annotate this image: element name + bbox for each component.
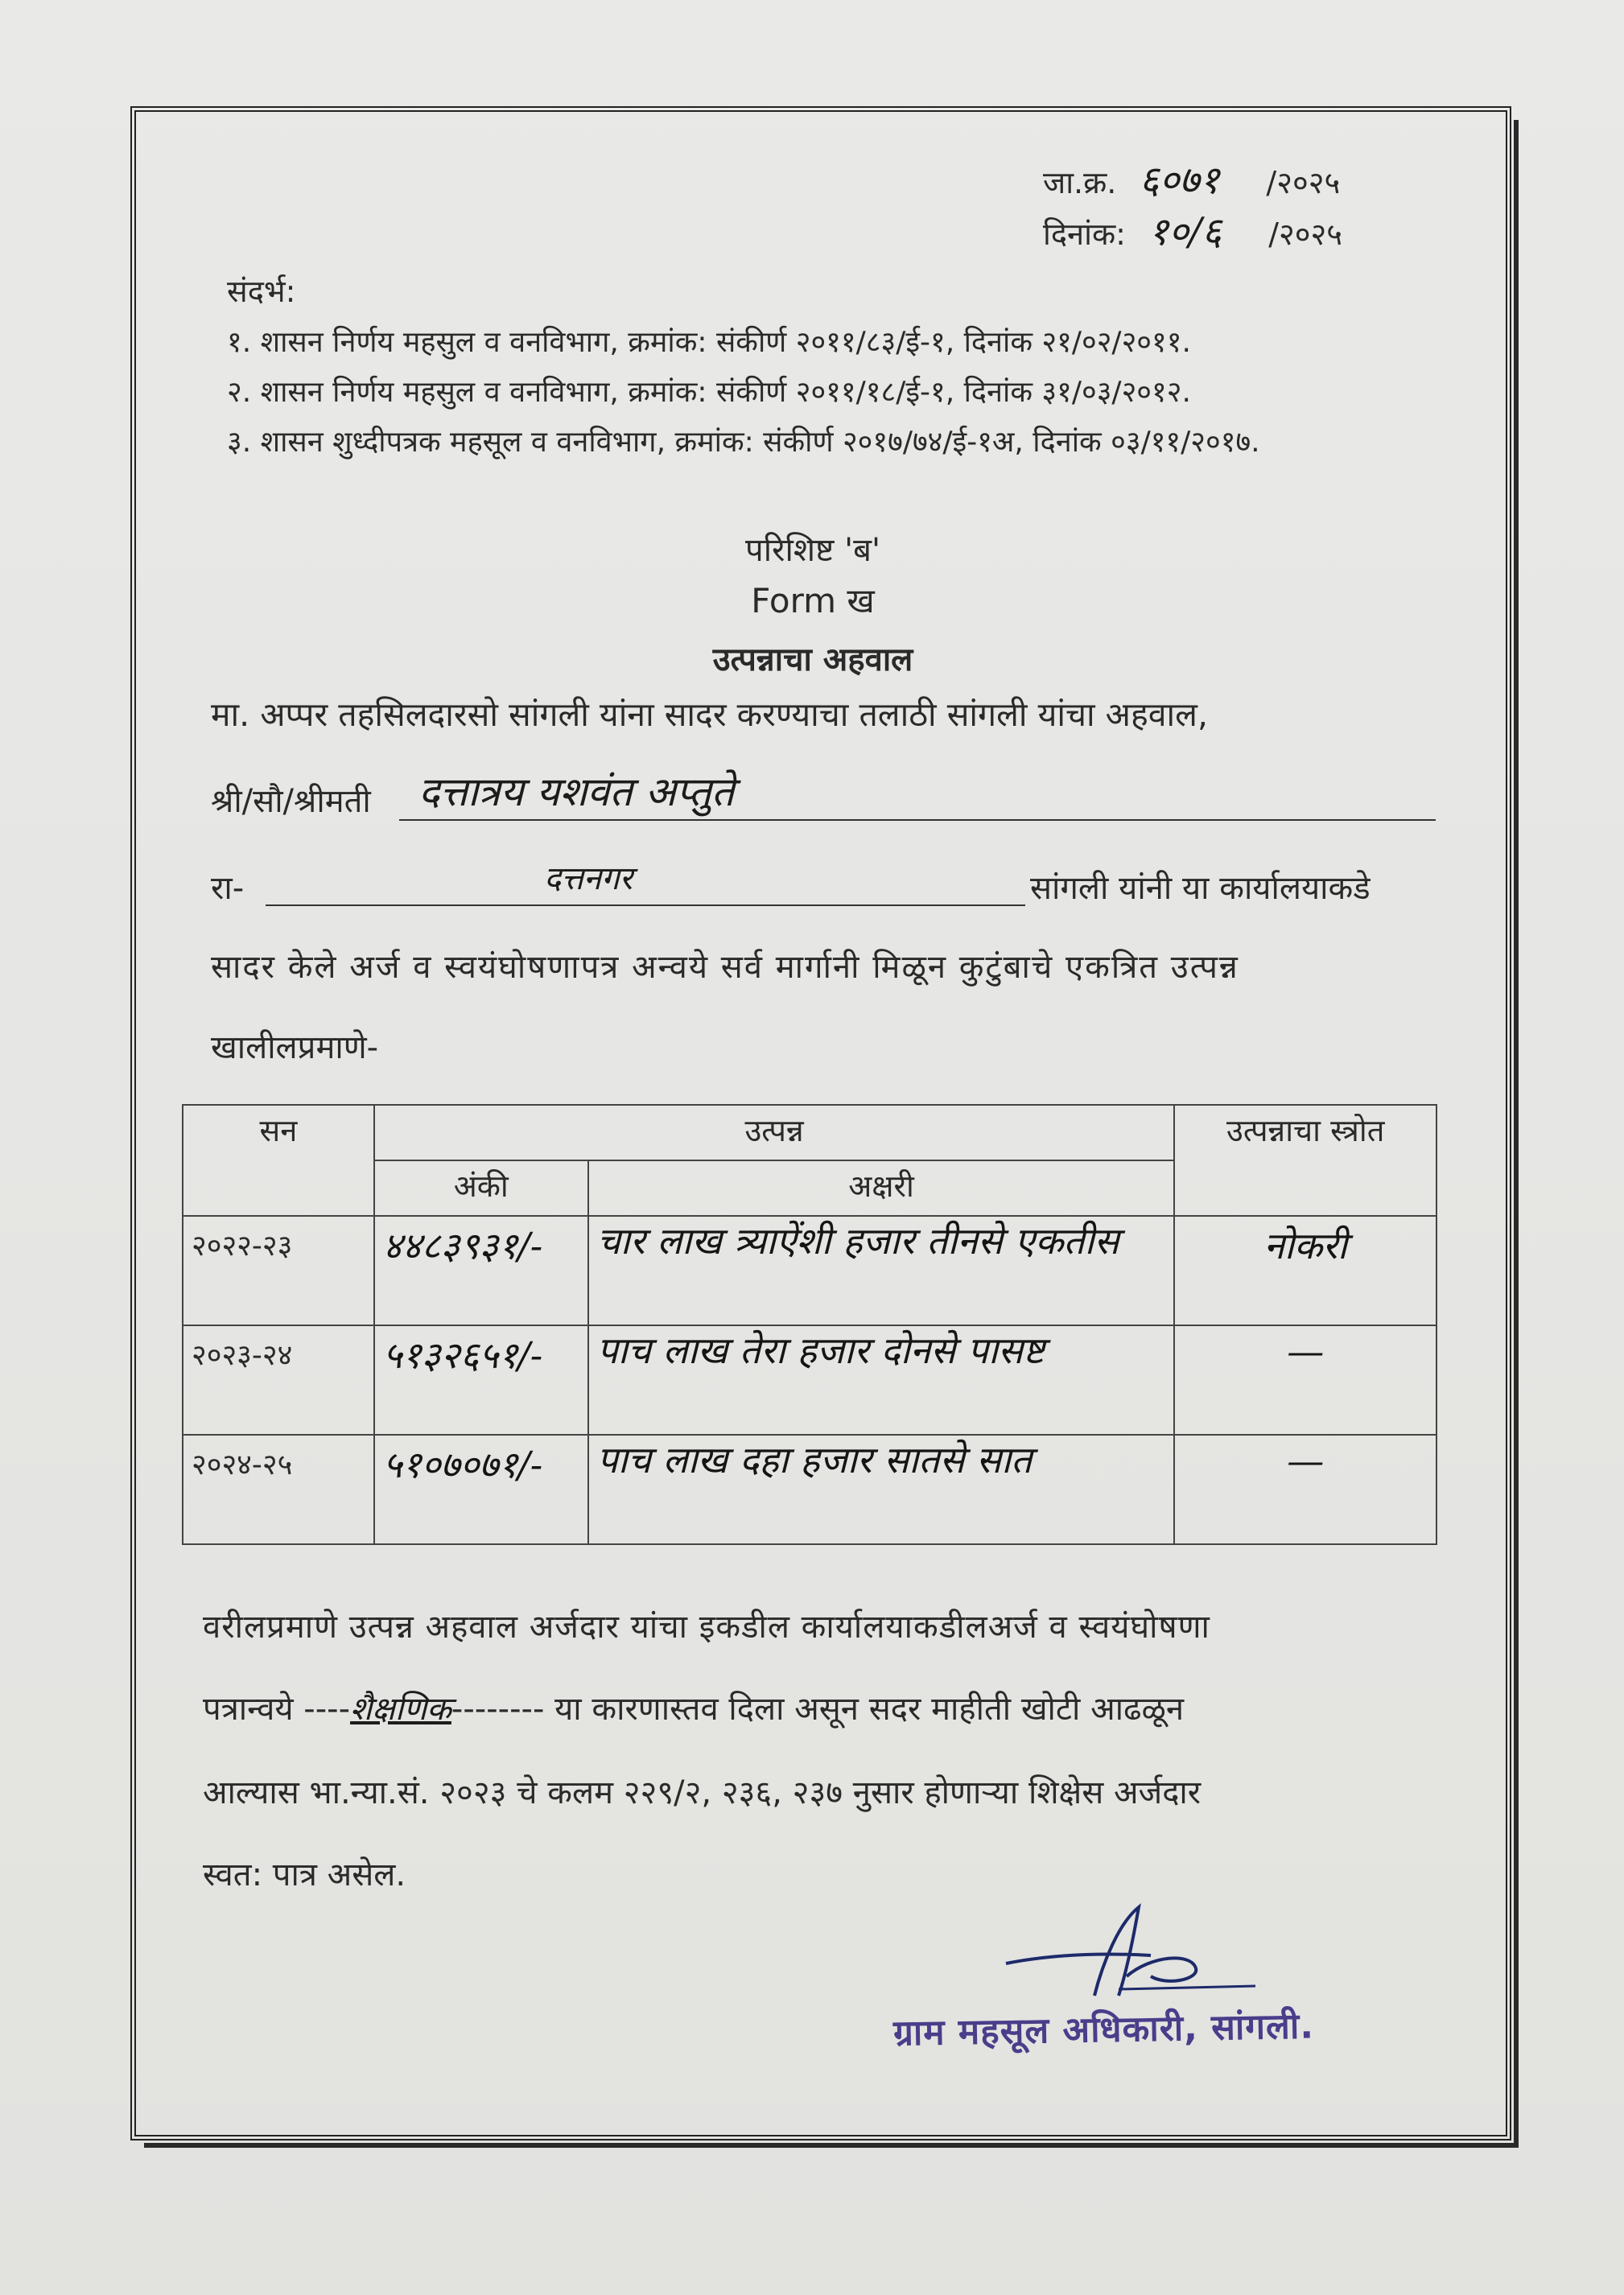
para2-line2-suffix: -------- या कारणास्तव दिला असून सदर माहीती खोटी आढळून — [451, 1691, 1185, 1728]
applicant-underline — [399, 819, 1436, 821]
report-title: उत्पन्नाचा अहवाल — [712, 641, 913, 678]
col-year-header: सन — [183, 1105, 374, 1216]
row-source: नोकरी — [1174, 1216, 1436, 1325]
col-income-header: उत्पन्न — [374, 1105, 1175, 1160]
intro-text: मा. अप्पर तहसिलदारसो सांगली यांना सादर करण्याचा तलाठी सांगली यांचा अहवाल, — [211, 695, 1208, 734]
row-source: — — [1174, 1435, 1436, 1544]
para1-line2: खालीलप्रमाणे- — [211, 1029, 379, 1066]
sub-digits-header: अंकी — [374, 1160, 588, 1216]
residence-label: रा- — [211, 870, 245, 907]
row-digits: ५१०७०७१/- — [374, 1435, 588, 1544]
para2-line4: स्वत: पात्र असेल. — [203, 1856, 406, 1893]
annex-title: परिशिष्ट 'ब' — [745, 532, 880, 569]
para2-line3: आल्यास भा.न्या.सं. २०२३ चे कलम २२९/२, २३६, २३७ नुसार होणाऱ्या शिक्षेस अर्जदार — [203, 1774, 1202, 1811]
ref-no-value: ६०७१ — [1139, 158, 1220, 203]
row-source: — — [1174, 1325, 1436, 1435]
ref-date — [1043, 209, 1342, 256]
table-row — [183, 1216, 1436, 1325]
ref-no-year: /२०२५ — [1266, 165, 1341, 200]
applicant-name: दत्तात्रय यशवंत अप्तुते — [418, 768, 735, 815]
ref-date-value: १०/६ — [1148, 209, 1222, 254]
ref-no-label: जा.क्र. — [1043, 165, 1117, 200]
row-words: पाच लाख तेरा हजार दोनसे पासष्ट — [588, 1325, 1175, 1435]
para2-line2-prefix: पत्रान्वये ---- — [203, 1691, 351, 1728]
residence-underline — [266, 904, 1025, 906]
para2-line2 — [203, 1690, 1184, 1728]
table-header-row — [183, 1105, 1436, 1160]
officer-stamp: ग्राम महसूल अधिकारी, सांगली. — [892, 2005, 1315, 2054]
row-words: पाच लाख दहा हजार सातसे सात — [588, 1435, 1175, 1544]
ref-date-label: दिनांक: — [1043, 216, 1126, 252]
table-row — [183, 1325, 1436, 1435]
residence-value: दत्तनगर — [544, 860, 633, 897]
sub-words-header: अक्षरी — [588, 1160, 1175, 1216]
row-year: २०२३-२४ — [183, 1325, 374, 1435]
residence-suffix: सांगली यांनी या कार्यालयाकडे — [1030, 870, 1371, 907]
applicant-label: श्री/सौ/श्रीमती — [211, 783, 371, 820]
para1-line1: सादर केले अर्ज व स्वयंघोषणापत्र अन्वये सर्व मार्गानी मिळून कुटुंबाचे एकत्रित उत्पन्न — [211, 949, 1239, 986]
row-year: २०२२-२३ — [183, 1216, 374, 1325]
signature-scribble — [998, 1899, 1272, 2012]
income-table — [182, 1104, 1437, 1545]
row-year: २०२४-२५ — [183, 1435, 374, 1544]
ref-date-year: /२०२५ — [1268, 216, 1343, 252]
reference-item-3: ३. शासन शुध्दीपत्रक महसूल व वनविभाग, क्रमांक: संकीर्ण २०१७/७४/ई-१अ, दिनांक ०३/११/२०१७. — [227, 426, 1260, 459]
form-title: Form ख — [751, 581, 875, 620]
references-heading: संदर्भ: — [227, 274, 296, 309]
purpose-fill: शैक्षणिक — [350, 1691, 451, 1728]
table-row — [183, 1435, 1436, 1544]
row-digits: ५१३२६५१/- — [374, 1325, 588, 1435]
ref-no — [1043, 158, 1340, 204]
para2-line1: वरीलप्रमाणे उत्पन्न अहवाल अर्जदार यांचा इकडील कार्यालयाकडीलअर्ज व स्वयंघोषणा — [203, 1609, 1210, 1646]
row-words: चार लाख त्र्याऐंशी हजार तीनसे एकतीस — [588, 1216, 1175, 1325]
row-digits: ४४८३९३१/- — [374, 1216, 588, 1325]
reference-item-2: २. शासन निर्णय महसुल व वनविभाग, क्रमांक: संकीर्ण २०११/१८/ई-१, दिनांक ३१/०३/२०१२. — [227, 376, 1191, 409]
col-source-header: उत्पन्नाचा स्त्रोत — [1174, 1105, 1436, 1216]
reference-item-1: १. शासन निर्णय महसुल व वनविभाग, क्रमांक: संकीर्ण २०११/८३/ई-१, दिनांक २१/०२/२०११. — [227, 326, 1191, 359]
